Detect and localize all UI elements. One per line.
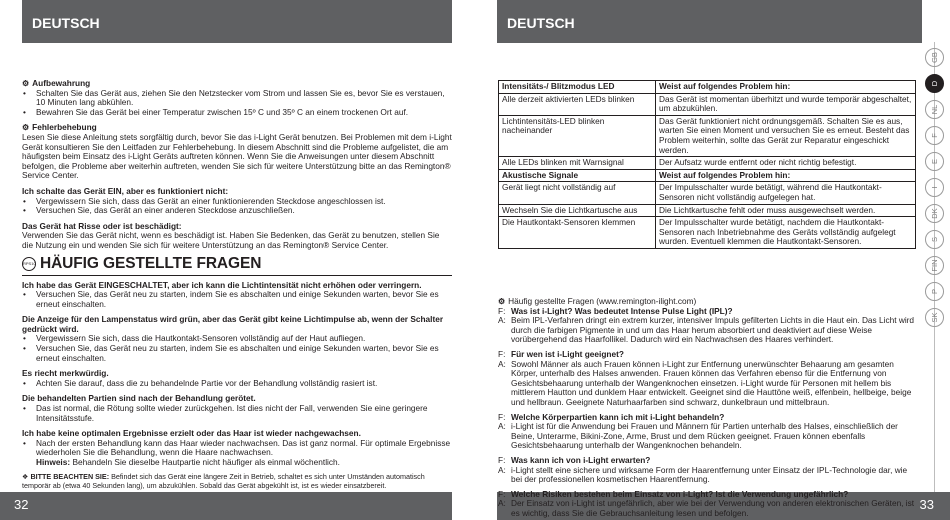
table-cell: Intensitäts-/ Blitzmodus LED	[499, 81, 656, 94]
warning-label: BITTE BEACHTEN SIE:	[30, 471, 110, 481]
trouble-title: ⚙ Fehlerbehebung	[22, 122, 97, 133]
qa-text: Beim IPL-Verfahren dringt ein extrem kurzer, intensiver Impuls gefilterten Lichts in die Haut ein. Das Licht wird durch die farbigen Pigmente in und um das Haar herum absorbiert und deaktiviert auf diese Weise vorübergehend das Haarfollikel. Dadurch wird ein Nachwachsen des Haares verhindert.	[511, 315, 915, 345]
page-number: 33	[497, 492, 950, 520]
tab-sk[interactable]: SK	[925, 308, 944, 327]
gear-icon: ⚙	[498, 297, 506, 306]
note-text: Behandeln Sie dieselbe Hautpartie nicht häufiger als einmal wöchentlich.	[72, 457, 340, 467]
faq-title: ⚙ Häufig gestellte Fragen (www.remington-ilight.com)	[498, 296, 697, 306]
table-cell: Der Aufsatz wurde entfernt oder nicht richtig befestigt.	[656, 157, 916, 170]
warning	[22, 472, 452, 491]
table-cell: Lichtintensitäts-LED blinken nacheinander	[499, 115, 656, 156]
table-header-row	[499, 81, 916, 94]
qa-label: F:	[498, 348, 506, 359]
language-tabs	[921, 42, 950, 492]
storage-title: ⚙ Aufbewahrung	[22, 78, 91, 88]
tab-nl[interactable]: NL	[925, 100, 944, 119]
table-row	[499, 217, 916, 249]
faq-answer	[498, 360, 918, 408]
page-header: DEUTSCH	[497, 0, 922, 43]
qa-text: Welche Körperpartien kann ich mit i-Light behandeln?	[511, 411, 725, 422]
list-item: • Vergewissern Sie sich, dass die Hautkontakt-Sensoren vollständig auf der Haut aufliegen.	[22, 334, 452, 344]
qa-text: Sowohl Männer als auch Frauen können i-Light zur Entfernung unerwünschter Behaarung am gesamten Körper, unterhalb des Halses anwenden. Frauen können das Verfahren ebenso für die Entfernung von Gesichtsbehaarung unterhalb der Wangenknochen einsetzen. i-Light wurde für Personen mit hellem bis mittlerem Hautton und dunklem Haar entwickelt. Geeignet sind die Hauttöne weiß, elfenbein, hellbeige, beige und hellbraun. Geeignete Naturhaarfarben sind schwarz, dunkelbraun und mittelbraun.	[511, 358, 912, 407]
faq-question: Die behandelten Partien sind nach der Behandlung gerötet.	[22, 393, 256, 404]
qa-label: A:	[498, 358, 506, 369]
list-item: • Versuchen Sie, das Gerät neu zu starten, indem Sie es abschalten und einige Sekunden warten, bevor Sie es erneut einschalten.	[22, 290, 452, 309]
tab-i[interactable]: I	[925, 178, 944, 197]
qa-text: Was ist i-Light? Was bedeutet Intense Pulse Light (IPL)?	[511, 305, 733, 316]
qa-label: F:	[498, 454, 506, 465]
table-row	[499, 182, 916, 204]
qa-label: F:	[498, 305, 506, 316]
table-row	[499, 115, 916, 156]
note-label: Hinweis:	[36, 457, 71, 467]
faq-answer	[498, 422, 918, 451]
note	[22, 458, 452, 468]
table-row	[499, 204, 916, 217]
tab-p[interactable]: P	[925, 282, 944, 301]
qa-text: i-Light stellt eine sichere und wirksame Form der Haarentfernung unter Einsatz der IPL-Technologie dar, wie bei der professionellen kosmetischen Haarentfernung.	[511, 464, 908, 485]
faq-heading	[22, 255, 452, 276]
page-header: DEUTSCH	[22, 0, 452, 43]
table-row	[499, 93, 916, 115]
table-cell: Akustische Signale	[499, 169, 656, 182]
table-cell: Alle derzeit aktivierten LEDs blinken	[499, 93, 656, 115]
qa-label: F:	[498, 411, 506, 422]
list-item: • Achten Sie darauf, dass die zu behandelnde Partie vor der Behandlung vollständig rasiert ist.	[22, 379, 452, 389]
warning-text: Befindet sich das Gerät eine längere Zeit in Betrieb, schaltet es sich unter Umständen automatisch temporär ab (etwa 40 Sekunden lang), um abzukühlen. Sobald das Gerät abgekühlt ist, ist es wieder einsatzbereit.	[22, 471, 425, 491]
table-cell: Die Lichtkartusche fehlt oder muss ausgewechselt werden.	[656, 204, 916, 217]
tab-e[interactable]: E	[925, 152, 944, 171]
on-heading: Ich schalte das Gerät EIN, aber es funktioniert nicht:	[22, 185, 229, 196]
table-cell: Die Hautkontakt-Sensoren klemmen	[499, 217, 656, 249]
tab-s[interactable]: S	[925, 230, 944, 249]
led-signal-table	[498, 80, 916, 249]
tab-f[interactable]: F	[925, 126, 944, 145]
faq-answer	[498, 466, 918, 485]
tab-fin[interactable]: FIN	[925, 256, 944, 275]
qa-label: A:	[498, 464, 506, 475]
qa-label: A:	[498, 315, 506, 326]
table-cell: Der Impulsschalter wurde betätigt, nachdem die Hautkontakt-Sensoren nach Inbetriebnahme des Geräts vollständig aufgelegt wurden. Eventuell klemmen die Hautkontakt-Sensoren.	[656, 217, 916, 249]
table-cell: Gerät liegt nicht vollständig auf	[499, 182, 656, 204]
table-header-row	[499, 169, 916, 182]
table-cell: Weist auf folgendes Problem hin:	[656, 169, 916, 182]
table-cell: Der Impulsschalter wurde betätigt, während die Hautkontakt-Sensoren nicht vollständig aufgelegen hat.	[656, 182, 916, 204]
left-content	[22, 79, 452, 491]
qa-label: A:	[498, 498, 506, 509]
page-number: 32	[0, 492, 452, 520]
qa-label: F:	[498, 488, 506, 499]
qa-list	[498, 307, 918, 519]
table-cell: Weist auf folgendes Problem hin:	[656, 81, 916, 94]
table-cell: Alle LEDs blinken mit Warnsignal	[499, 157, 656, 170]
table-cell: Wechseln Sie die Lichtkartusche aus	[499, 204, 656, 217]
list-item: • Das ist normal, die Rötung sollte wieder zurückgehen. Ist dies nicht der Fall, verwenden Sie eine geringere Intensitätsstufe.	[22, 404, 452, 423]
faq-question: Ich habe das Gerät EINGESCHALTET, aber ich kann die Lichtintensität nicht erhöhen oder verringern.	[22, 279, 422, 290]
qa-text: Der Einsatz von i-Light ist ungefährlich, aber wie bei der Verwendung von anderen elektronischen Geräten, ist es wichtig, dass Sie die Gebrauchsanleitung lesen und befolgen.	[511, 498, 915, 518]
gear-icon: ⚙	[22, 79, 30, 88]
table-cell: Das Gerät funktioniert nicht ordnungsgemäß. Schalten Sie es aus, warten Sie einen Moment und versuchen Sie es erneut. Besteht das Problem weiterhin, sollte das Gerät zur Reparatur eingeschickt werden.	[656, 115, 916, 156]
crack-heading: Das Gerät hat Risse oder ist beschädigt:	[22, 220, 182, 231]
warning-icon: ❖	[22, 471, 29, 481]
faq-question: Die Anzeige für den Lampenstatus wird grün, aber das Gerät gibt keine Lichtimpulse ab, wenn der Schalter gedrückt wird.	[22, 314, 444, 334]
list-item: • Nach der ersten Behandlung kann das Haar wieder nachwachsen. Das ist ganz normal. Für optimale Ergebnisse wiederholen Sie die Behandlung, wenn die Haare nachwachsen.	[22, 439, 452, 458]
list-item: • Bewahren Sie das Gerät bei einer Temperatur zwischen 15º C und 35º C an einem trockenen Ort auf.	[22, 108, 452, 118]
qa-text: i-Light ist für die Anwendung bei Frauen und Männern für Partien unterhalb des Halses, einschließlich der Beine, Unterarme, Bikini-Zone, Arme, Brust und dem Rücken geeignet. Frauen können ebenfalls Gesichtsbehaarung unterhalb der Wangenknochen behandeln.	[511, 421, 898, 451]
qa-text: Für wen ist i-Light geeignet?	[511, 348, 624, 359]
tab-d[interactable]: D	[925, 74, 944, 93]
faq-title: HÄUFIG GESTELLTE FRAGEN	[40, 254, 262, 272]
list-item: • Schalten Sie das Gerät aus, ziehen Sie den Netzstecker vom Strom und lassen Sie es, bevor Sie es verstauen, 10 Minuten lang abkühlen.	[22, 89, 452, 108]
faq-question: Es riecht merkwürdig.	[22, 368, 109, 379]
trouble-text: Lesen Sie diese Anleitung stets sorgfältig durch, bevor Sie das i-Light Gerät benutzen. Bei Problemen mit dem i-Light Gerät konsultieren Sie den Leitfaden zur Fehlerbehebung. In diesem Abschnitt sind die Probleme aufgelistet, die am häufigsten beim Einsatz des i-Light Geräts auftreten können. Wenn Sie die Anweisungen unter diesem Abschnitt befolgen, die Probleme aber weiterhin auftreten, wenden Sie sich für weitere Unterstützung bitte an das Remington® Service Center.	[22, 131, 452, 181]
crack-text: Verwenden Sie das Gerät nicht, wenn es beschädigt ist. Haben Sie Bedenken, das Gerät zu benutzen, stellen Sie die Nutzung ein und wenden Sie sich für weitere Unterstützung an das Remington® Service Center.	[22, 230, 440, 250]
table-row	[499, 157, 916, 170]
list-item: • Versuchen Sie, das Gerät an einer anderen Steckdose anzuschließen.	[22, 206, 452, 216]
faq-answer	[498, 316, 918, 345]
table-cell: Das Gerät ist momentan überhitzt und wurde temporär abgeschaltet, um abzukühlen.	[656, 93, 916, 115]
gear-icon: ⚙	[22, 123, 30, 133]
faq-question: Ich habe keine optimalen Ergebnisse erzielt oder das Haar ist wieder nachgewachsen.	[22, 428, 361, 439]
qa-text: Was kann ich von i-Light erwarten?	[511, 454, 651, 465]
faq-answer	[498, 499, 918, 518]
qa-text: Welche Risiken bestehen beim Einsatz von i-Light? Ist die Verwendung ungefährlich?	[511, 488, 849, 499]
tab-dk[interactable]: DK	[925, 204, 944, 223]
list-item: • Versuchen Sie, das Gerät neu zu starten, indem Sie es abschalten und einige Sekunden warten, bevor Sie es erneut einschalten.	[22, 344, 452, 363]
list-item: • Vergewissern Sie sich, dass das Gerät an einer funktionierenden Steckdose angeschlossen ist.	[22, 197, 452, 207]
model-badge-icon: RPS10	[22, 257, 36, 271]
qa-label: A:	[498, 421, 506, 432]
tab-gb[interactable]: GB	[925, 48, 944, 67]
right-faq	[498, 297, 918, 518]
